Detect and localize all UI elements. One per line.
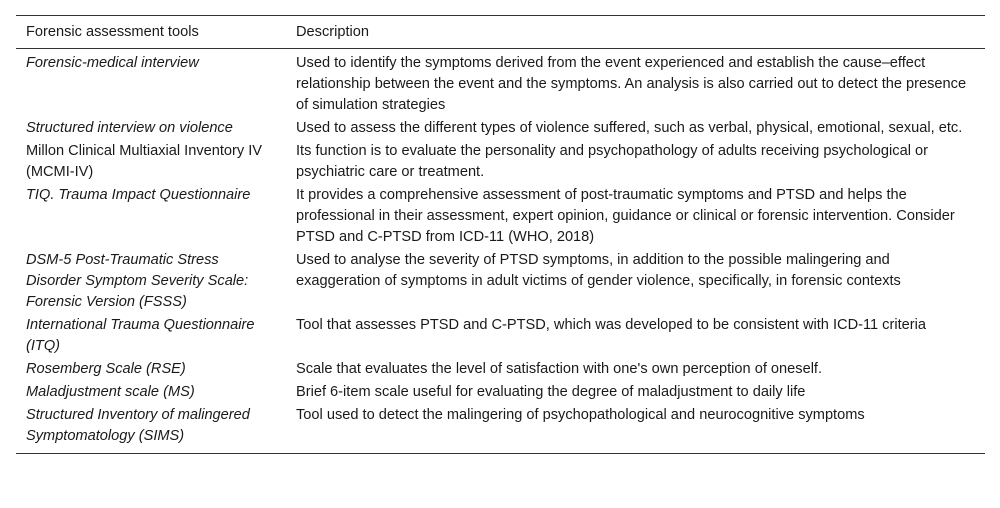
header-tool: Forensic assessment tools: [26, 24, 199, 40]
tool-description: Used to assess the different types of violence suffered, such as verbal, physical, emotional, sexual, etc.: [296, 120, 963, 136]
table-row: [16, 358, 985, 381]
table-row: [16, 49, 985, 118]
tool-description: Its function is to evaluate the personality and psychopathology of adults receiving psychological or psychiatric care or treatment.: [296, 143, 928, 180]
tool-description: Scale that evaluates the level of satisfaction with one's own perception of oneself.: [296, 361, 823, 377]
table-row: [16, 140, 985, 184]
tool-name: DSM-5 Post-Traumatic Stress Disorder Symptom Severity Scale: Forensic Version (FSSS): [26, 252, 249, 310]
tool-description: Used to analyse the severity of PTSD symptoms, in addition to the possible malingering and exaggeration of symptoms in adult victims of gender violence, specifically, in forensic contexts: [296, 252, 901, 289]
table-row: [16, 381, 985, 404]
forensic-tools-table-container: [16, 15, 985, 454]
table-row: [16, 404, 985, 454]
tool-description: Brief 6-item scale useful for evaluating the degree of maladjustment to daily life: [296, 384, 806, 400]
forensic-tools-table: [16, 15, 985, 454]
tool-description: Used to identify the symptoms derived from the event experienced and establish the cause–effect relationship between the event and the symptoms. An analysis is also carried out to detect the presence of simulation strategies: [296, 55, 967, 113]
tool-description: Tool used to detect the malingering of psychopathological and neurocognitive symptoms: [296, 407, 865, 423]
tool-name: Structured interview on violence: [26, 120, 233, 136]
tool-name: International Trauma Questionnaire (ITQ): [26, 317, 255, 354]
tool-name: TIQ. Trauma Impact Questionnaire: [26, 187, 251, 203]
tool-name: Maladjustment scale (MS): [26, 384, 195, 400]
tool-name: Structured Inventory of malingered Symptomatology (SIMS): [26, 407, 250, 444]
table-header-row: [16, 16, 985, 49]
tool-description: Tool that assesses PTSD and C-PTSD, which was developed to be consistent with ICD-11 criteria: [296, 317, 926, 333]
table-row: [16, 184, 985, 249]
table-row: [16, 249, 985, 314]
tool-name: Millon Clinical Multiaxial Inventory IV (MCMI-IV): [26, 143, 263, 180]
header-description: Description: [296, 24, 369, 40]
table-row: [16, 314, 985, 358]
tool-name: Rosemberg Scale (RSE): [26, 361, 186, 377]
tool-description: It provides a comprehensive assessment of post-traumatic symptoms and PTSD and helps the professional in their assessment, expert opinion, guidance or clinical or forensic intervention. Consider PTSD and C-PTSD from ICD-11 (WHO, 2018): [296, 187, 955, 245]
tool-name: Forensic-medical interview: [26, 55, 199, 71]
table-row: [16, 117, 985, 140]
